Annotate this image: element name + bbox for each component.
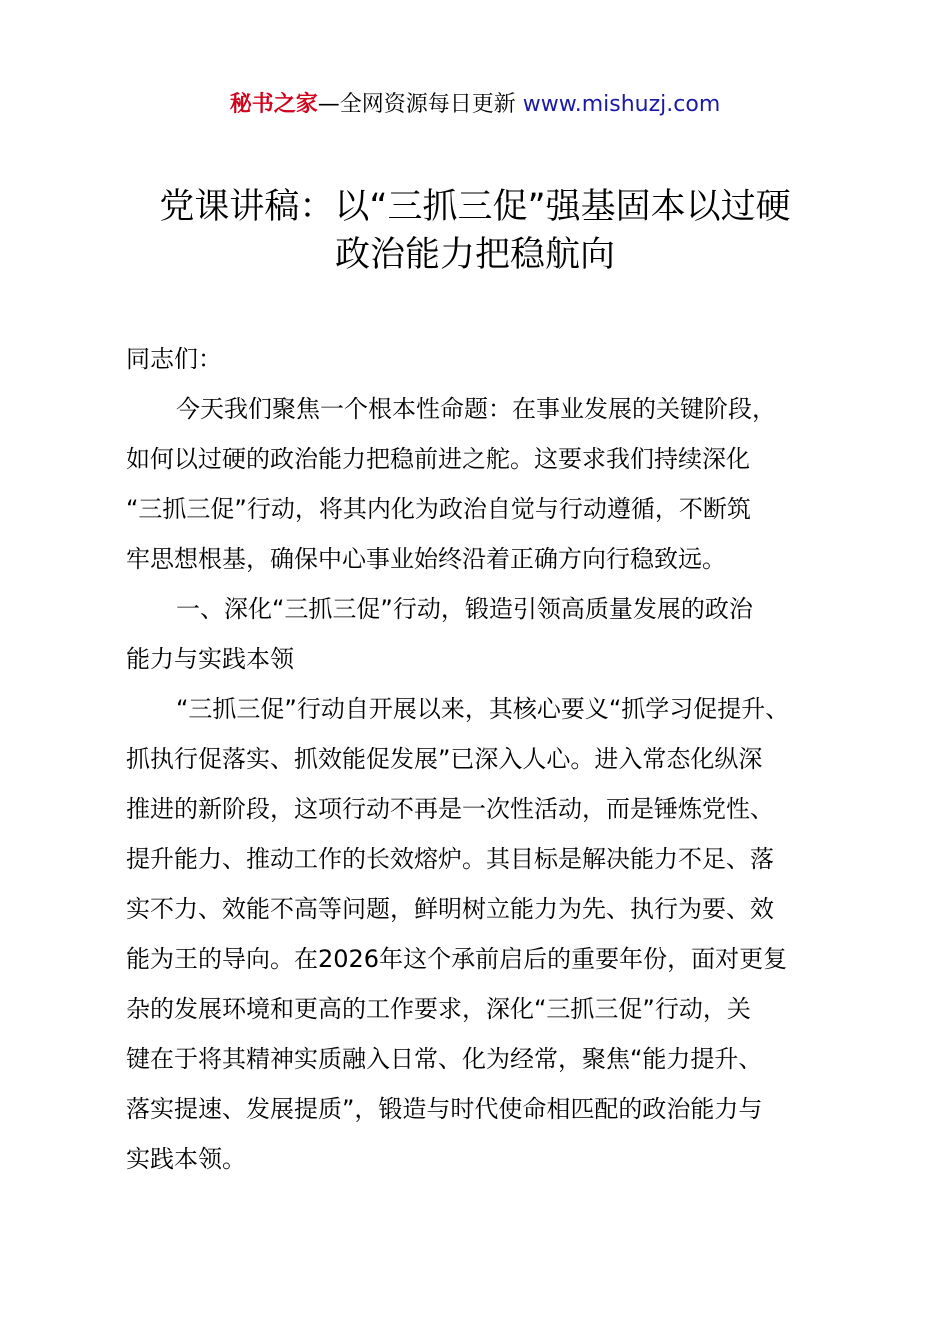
paragraph-2-line: 实不力、效能不高等问题，鲜明树立能力为先、执行为要、效 <box>126 895 774 923</box>
site-url-link[interactable]: www.mishuzj.com <box>522 92 721 117</box>
brand-name: 秘书之家 <box>229 92 318 117</box>
paragraph-2-line: 落实提速、发展提质”，锻造与时代使命相匹配的政治能力与 <box>126 1095 763 1123</box>
document-title <box>0 183 950 279</box>
section-heading-line: 一、深化“三抓三促”行动，锻造引领高质量发展的政治 <box>176 595 753 623</box>
paragraph-1-line: “三抓三促”行动，将其内化为政治自觉与行动遵循，不断筑 <box>126 495 751 523</box>
paragraph-2-line: 能为王的导向。在2026年这个承前启后的重要年份，面对更复 <box>126 945 788 973</box>
site-header <box>0 88 950 122</box>
paragraph-1-line: 牢思想根基，确保中心事业始终沿着正确方向行稳致远。 <box>126 545 726 573</box>
section-heading-line: 能力与实践本领 <box>126 645 294 673</box>
paragraph-2-line: 实践本领。 <box>126 1145 246 1173</box>
header-tagline: —全网资源每日更新 <box>317 92 523 117</box>
title-line-2: 政治能力把稳航向 <box>334 235 615 275</box>
greeting: 同志们： <box>126 345 222 373</box>
document-body <box>126 334 838 1184</box>
paragraph-2-line: 提升能力、推动工作的长效熔炉。其目标是解决能力不足、落 <box>126 845 774 873</box>
paragraph-1-line: 今天我们聚焦一个根本性命题：在事业发展的关键阶段， <box>176 395 776 423</box>
paragraph-2-line: 键在于将其精神实质融入日常、化为经常，聚焦“能力提升、 <box>126 1045 763 1073</box>
title-line-1: 党课讲稿：以“三抓三促”强基固本以过硬 <box>159 187 791 227</box>
paragraph-2-line: “三抓三促”行动自开展以来，其核心要义“抓学习促提升、 <box>176 695 790 723</box>
paragraph-1-line: 如何以过硬的政治能力把稳前进之舵。这要求我们持续深化 <box>126 445 750 473</box>
paragraph-2-line: 杂的发展环境和更高的工作要求，深化“三抓三促”行动，关 <box>126 995 751 1023</box>
paragraph-2-line: 推进的新阶段，这项行动不再是一次性活动，而是锤炼党性、 <box>126 795 774 823</box>
paragraph-2-line: 抓执行促落实、抓效能促发展”已深入人心。进入常态化纵深 <box>126 745 763 773</box>
